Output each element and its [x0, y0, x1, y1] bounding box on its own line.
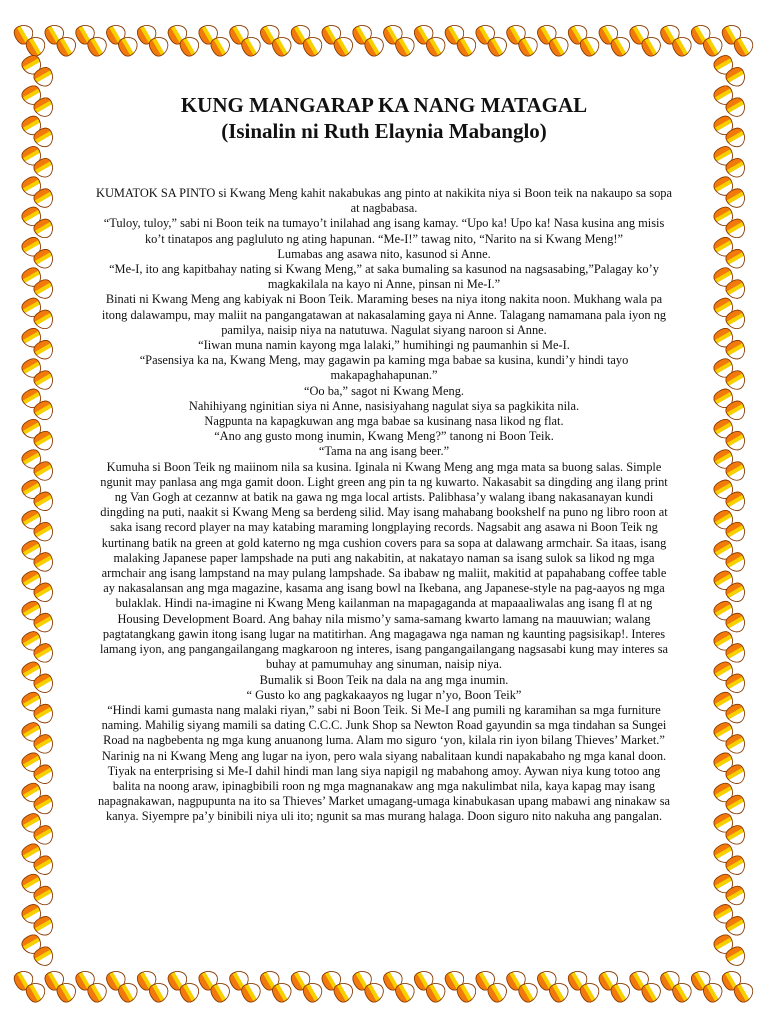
paragraph: “Tuloy, tuloy,” sabi ni Boon teik na tumayo’t inilahad ang isang kamay. “Upo ka! Upo ka! Nasa kusina ang misis ko’t tinatapos ang pagluluto ng ating hapunan. “Me-I!” tawag nito, “Narito na si Kwang Meng!” [103, 216, 665, 246]
paragraph: “Iiwan muna namin kayong mga lalaki,” humihingi ng paumanhin si Me-I. [198, 338, 570, 353]
document-subtitle: (Isinalin ni Ruth Elaynia Mabanglo) [221, 119, 547, 143]
paragraph: Binati ni Kwang Meng ang kabiyak ni Boon Teik. Maraming beses na niya itong nakita noon. Mukhang wala pa itong dalawampu, may maliit na pangangatawan at nakasalaming gaya ni Anne. Talagang namamana pala iyon ng pamilya, naisip niya na natutuwa. Nagulat siyang naroon si Anne. [101, 292, 667, 337]
paragraph: Kumuha si Boon Teik ng maiinom nila sa kusina. Iginala ni Kwang Meng ang mga mata sa buong salas. Simple ngunit may panlasa ang mga gamit doon. Light green ang pin ta ng kuwarto. Nakasabit sa dingding ang ilang print ng Van Gogh at cezannw at batik na gawa ng mga local artists. Palibhasa’y walang ibang nakasanayan kundi dingding na puti, naakit si Kwang Meng sa berdeng silid. May isang mahabang bookshelf na puno ng libro roon at saka isang record player na may katabing maraming longplaying records. Nagsabit ang asawa ni Boon Teik ng kurtinang batik na green at gold katerno ng mga cushion covers para sa sopa at dalawang armchair. Sa itaas, isang malaking Japanese paper lampshade na puti ang nakabitin, at nakatayo naman sa isang sulok sa likod ng mga armchair ang isang lampstand na may pulang lampshade. Sa ibabaw ng maliit, makitid at papahabang coffee table ay nakasalansan ang mga magazine, kasama ang isang bowl na Ikebana, ang Japanese-style na pag-aayos ng mga bulaklak. Hindi na-imagine ni Kwang Meng kailanman na mapagaganda at mapaaaliwalas ang isang fl at ng Housing Development Board. Ang bahay nila mismo’y sama-samang kwarto lamang na mauuwian; walang pagtatangkang gawin itong isang lugar na matitirhan. Ang magagawa nga naman ng kaunting pagsisikap!. Interes lamang iyon, ang pangangailangang magkaroon ng interes, isang pangangailangang nagsasabi kung may interes sa buhay at pamumuhay ang sinuman, naisip niya. [99, 459, 669, 672]
paragraph: Nagpunta na kapagkuwan ang mga babae sa kusinang nasa likod ng flat. [204, 414, 564, 429]
paragraph: “Hindi kami gumasta nang malaki riyan,” sabi ni Boon Teik. Si Me-I ang pumili ng karamihan sa mga furniture naming. Mahilig siyang mamili sa dating C.C.C. Junk Shop sa Newton Road gayundin sa mga tindahan sa Sungei Road na nagbebenta ng mga kung anuanong luma. Alam mo siguro ‘yon, kilala rin iyon bilang Thieves’ Market.” [101, 702, 667, 748]
paragraph: “Pasensiya ka na, Kwang Meng, may gagawin pa kaming mga babae sa kusina, kundi’y hindi tayo makapaghahapunan.” [139, 353, 629, 383]
document-title: KUNG MANGARAP KA NANG MATAGAL [180, 93, 588, 117]
paragraph: Nahihiyang nginitian siya ni Anne, nasisiyahang nagulat siya sa pagkikita nila. [188, 398, 580, 413]
paragraph: “Ano ang gusto mong inumin, Kwang Meng?” tanong ni Boon Teik. [214, 429, 554, 444]
paragraph: “Me-I, ito ang kapitbahay nating si Kwang Meng,” at saka bumaling sa kasunod na nagsasabing,”Palagay ko’y magkakilala na kayo ni Anne, pinsan ni Me-I.” [109, 262, 659, 292]
story-text [96, 186, 672, 825]
paragraph: Narinig na ni Kwang Meng ang lugar na iyon, pero wala siyang nabalitaan kundi napakabaho ng mga kanal doon. Tiyak na enterprising si Me-I dahil hindi man lang siya napigil ng mabahong amoy. Aywan niya kung totoo ang balita na noong araw, ipinagbibili roon ng mga magnanakaw ang mga nakulimbat nila, kaya kapag may isang napagnakawan, nagpupunta na ito sa Thieves’ Market umagang-umaga kinabukasan upang mabawi ang ninakaw sa kanya. Siyempre pa’y binibili niya uli ito; ngunit sa mas murang halaga. Doon siguro nito nakuha ang pangalan. [97, 748, 671, 824]
paragraph: Lumabas ang asawa nito, kasunod si Anne. [277, 246, 491, 261]
paragraph: “Tama na ang isang beer.” [318, 444, 450, 459]
document-body [96, 92, 672, 825]
paragraph: “ Gusto ko ang pagkakaayos ng lugar n’yo, Boon Teik” [246, 687, 522, 702]
paragraph: “Oo ba,” sagot ni Kwang Meng. [303, 383, 464, 398]
paragraph: KUMATOK SA PINTO si Kwang Meng kahit nakabukas ang pinto at nakikita niya si Boon teik na nakaupo sa sopa at nagbabasa. [96, 186, 672, 216]
paragraph: Bumalik si Boon Teik na dala na ang mga inumin. [259, 672, 509, 687]
